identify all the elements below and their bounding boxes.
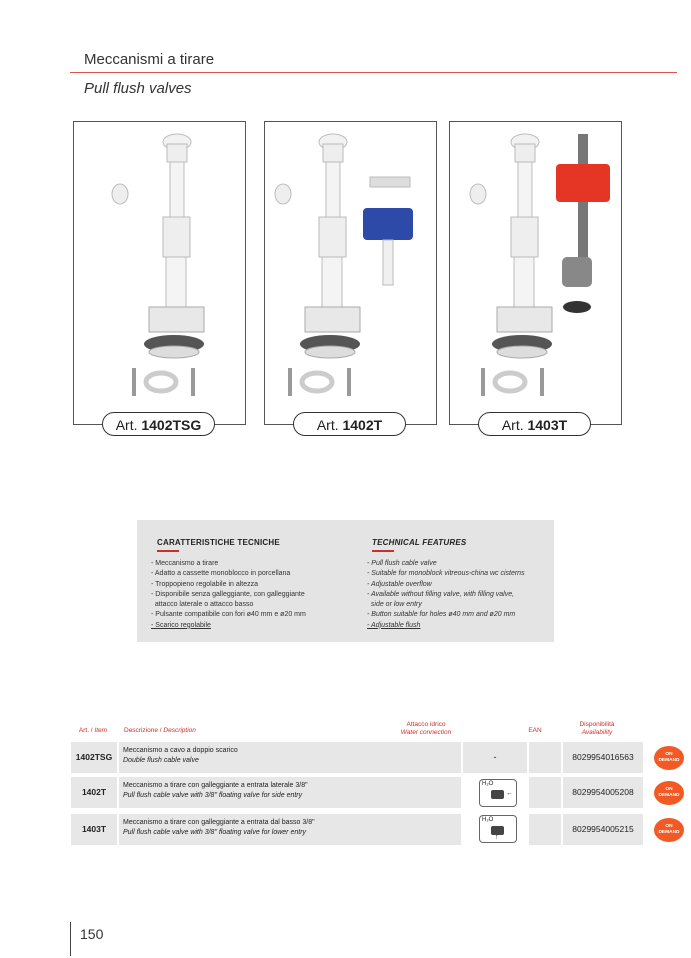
product-card-1403t (449, 121, 622, 425)
product-image-1402tsg (74, 122, 245, 412)
item-description: Meccanismo a cavo a doppio scarico Double flush cable valve (119, 742, 461, 773)
feature-item: - Adjustable overflow (367, 580, 432, 588)
spacer-cell (529, 777, 561, 808)
feature-item: - Disponibile senza galleggiante, con galleggiante (151, 590, 305, 598)
ean-code: 8029954005208 (563, 777, 643, 808)
features-title-it: CARATTERISTICHE TECNICHE (157, 538, 280, 547)
feature-item: - Adjustable flush (367, 621, 421, 629)
side-entry-icon: H₂O ← (479, 779, 517, 807)
col-header-description: Descrizione / Description (124, 727, 196, 734)
arrow-up-icon: ↑ (495, 834, 499, 841)
feature-item: side or low entry (367, 601, 422, 609)
water-connection (463, 814, 527, 845)
product-image-1403t (450, 122, 621, 412)
availability-cell (645, 742, 691, 773)
table-row (71, 742, 680, 773)
feature-item: - Pulsante compatibile con fori ø40 mm e ø20 mm (151, 611, 306, 619)
features-list-it (151, 559, 306, 631)
product-label-1402t (293, 412, 406, 436)
technical-features-box (137, 520, 554, 642)
product-code: 1403T (527, 417, 568, 433)
spacer-cell (529, 814, 561, 845)
features-list-en (367, 559, 525, 631)
col-header-water: Attacco idrico Water connection (400, 721, 452, 736)
features-underline-it (157, 550, 179, 552)
table-row (71, 777, 680, 808)
features-underline-en (372, 550, 394, 552)
item-code: 1402T (71, 777, 117, 808)
feature-item: - Scarico regolabile (151, 621, 211, 629)
arrow-left-icon: ← (506, 790, 513, 797)
on-demand-badge: ON DEMAND (654, 746, 684, 770)
feature-item: - Available without filling valve, with filling valve, (367, 590, 515, 598)
product-code: 1402TSG (141, 417, 202, 433)
feature-item: - Button suitable for holes ø40 mm and ø20 mm (367, 611, 516, 619)
cistern-icon (491, 790, 504, 799)
feature-item: - Suitable for monoblock vitreous-china wc cisterns (367, 570, 525, 578)
ean-code: 8029954016563 (563, 742, 643, 773)
page-number-bar (70, 922, 71, 956)
col-header-availability: Disponibilità Availability (579, 721, 615, 736)
feature-item: - Pull flush cable valve (367, 560, 437, 567)
feature-item: attacco laterale o attacco basso (151, 601, 254, 609)
product-label-1403t (478, 412, 591, 436)
feature-item: - Troppopieno regolabile in altezza (151, 580, 259, 588)
feature-item: - Meccanismo a tirare (151, 560, 219, 567)
section-title: Meccanismi a tirare (84, 51, 215, 68)
availability-cell (645, 814, 691, 845)
item-description: Meccanismo a tirare con galleggiante a entrata laterale 3/8" Pull flush cable valve with 3/8" floating valve for side entry (119, 777, 461, 808)
col-header-art: Art. / Item (78, 727, 108, 734)
art-prefix: Art. (115, 417, 138, 433)
product-image-1402t (265, 122, 436, 412)
spacer-cell (529, 742, 561, 773)
item-description: Meccanismo a tirare con galleggiante a entrata dal basso 3/8" Pull flush cable valve with 3/8" floating valve for lower entry (119, 814, 461, 845)
title-divider (70, 72, 677, 73)
features-title-en: TECHNICAL FEATURES (372, 538, 467, 547)
item-code: 1402TSG (71, 742, 117, 773)
bottom-entry-icon: H₂O ↑ (479, 815, 517, 843)
section-subtitle: Pull flush valves (84, 80, 192, 97)
product-card-1402t (264, 121, 437, 425)
product-card-1402tsg (73, 121, 246, 425)
item-code: 1403T (71, 814, 117, 845)
col-header-ean: EAN (528, 727, 542, 734)
ean-code: 8029954005215 (563, 814, 643, 845)
water-connection: - (463, 742, 527, 773)
availability-cell (645, 777, 691, 808)
on-demand-badge: ON DEMAND (654, 818, 684, 842)
art-prefix: Art. (501, 417, 524, 433)
feature-item: - Adatto a cassette monoblocco in porcellana (151, 570, 291, 578)
on-demand-badge: ON DEMAND (654, 781, 684, 805)
page-number: 150 (80, 926, 104, 942)
art-prefix: Art. (316, 417, 339, 433)
product-code: 1402T (342, 417, 383, 433)
product-label-1402tsg (102, 412, 215, 436)
water-connection (463, 777, 527, 808)
table-row (71, 814, 680, 845)
